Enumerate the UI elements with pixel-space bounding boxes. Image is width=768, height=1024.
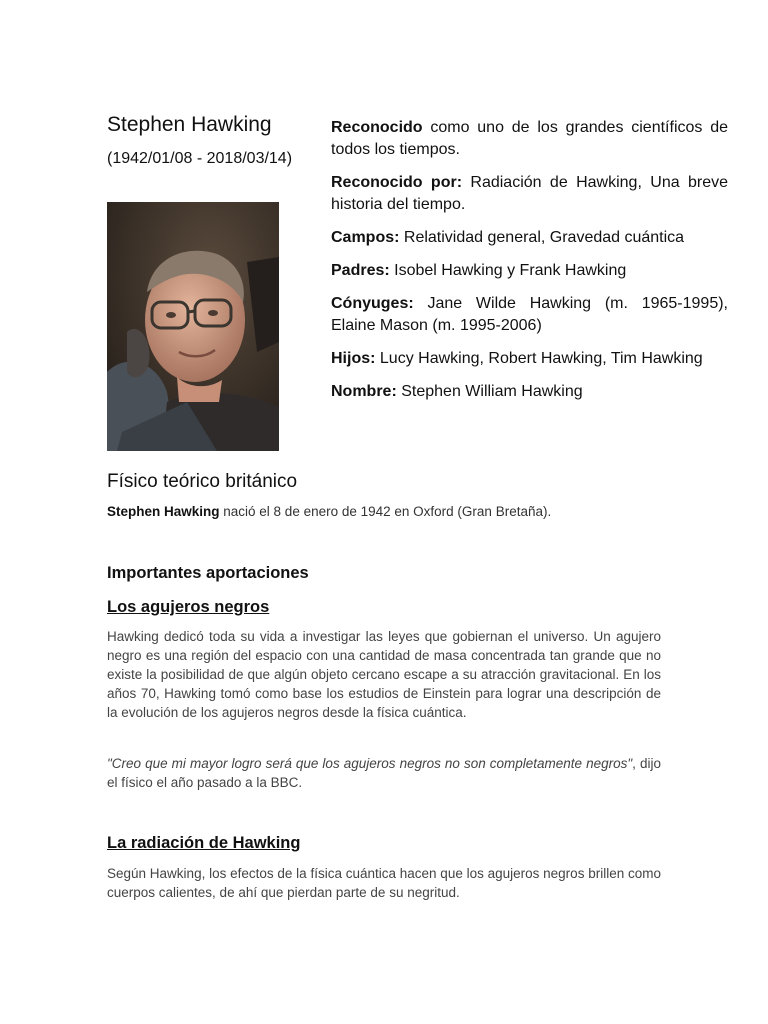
radiacion-paragraph: Según Hawking, los efectos de la física cuántica hacen que los agujeros negros brillen como cuerpos calientes, de ahí que pierdan parte de su negritud. (107, 866, 661, 900)
heading-fisico-teorico: Físico teórico británico (107, 471, 298, 492)
fact-list (331, 117, 728, 414)
life-dates: (1942/01/08 - 2018/03/14) (107, 150, 293, 167)
heading-importantes-aportaciones: Importantes aportaciones (107, 564, 309, 582)
heading-radiacion-hawking: La radiación de Hawking (107, 834, 301, 852)
person-name: Stephen Hawking (107, 113, 272, 136)
agujeros-paragraph: Hawking dedicó toda su vida a investigar las leyes que gobiernan el universo. Un agujero negro es una región del espacio con una cantidad de masa concentrada tan grande que no existe la posibilidad de que algún objeto cercano escape a su atracción gravitacional. En los años 70, Hawking tomó como base los estudios de Einstein para lograr una descripción de la evolución de los agujeros negros desde la física cuántica. (107, 629, 661, 720)
hawking-quote: "Creo que mi mayor logro será que los agujeros negros no son completamente negros", dijo el físico el año pasado a la BBC. (107, 756, 661, 790)
fact-padres: Padres: Isobel Hawking y Frank Hawking (331, 262, 627, 279)
fact-hijos: Hijos: Lucy Hawking, Robert Hawking, Tim Hawking (331, 350, 703, 367)
fact-nombre: Nombre: Stephen William Hawking (331, 383, 583, 400)
fact-reconocido: Reconocido como uno de los grandes científicos de todos los tiempos. (331, 119, 728, 158)
intro-paragraph: Stephen Hawking nació el 8 de enero de 1942 en Oxford (Gran Bretaña). (107, 504, 552, 519)
heading-agujeros-negros: Los agujeros negros (107, 598, 270, 616)
fact-reconocido-por: Reconocido por: Radiación de Hawking, Una breve historia del tiempo. (331, 174, 728, 213)
fact-campos: Campos: Relatividad general, Gravedad cuántica (331, 229, 685, 246)
fact-conyuges: Cónyuges: Jane Wilde Hawking (m. 1965-1995), Elaine Mason (m. 1995-2006) (331, 295, 728, 334)
portrait-photo (107, 202, 279, 451)
